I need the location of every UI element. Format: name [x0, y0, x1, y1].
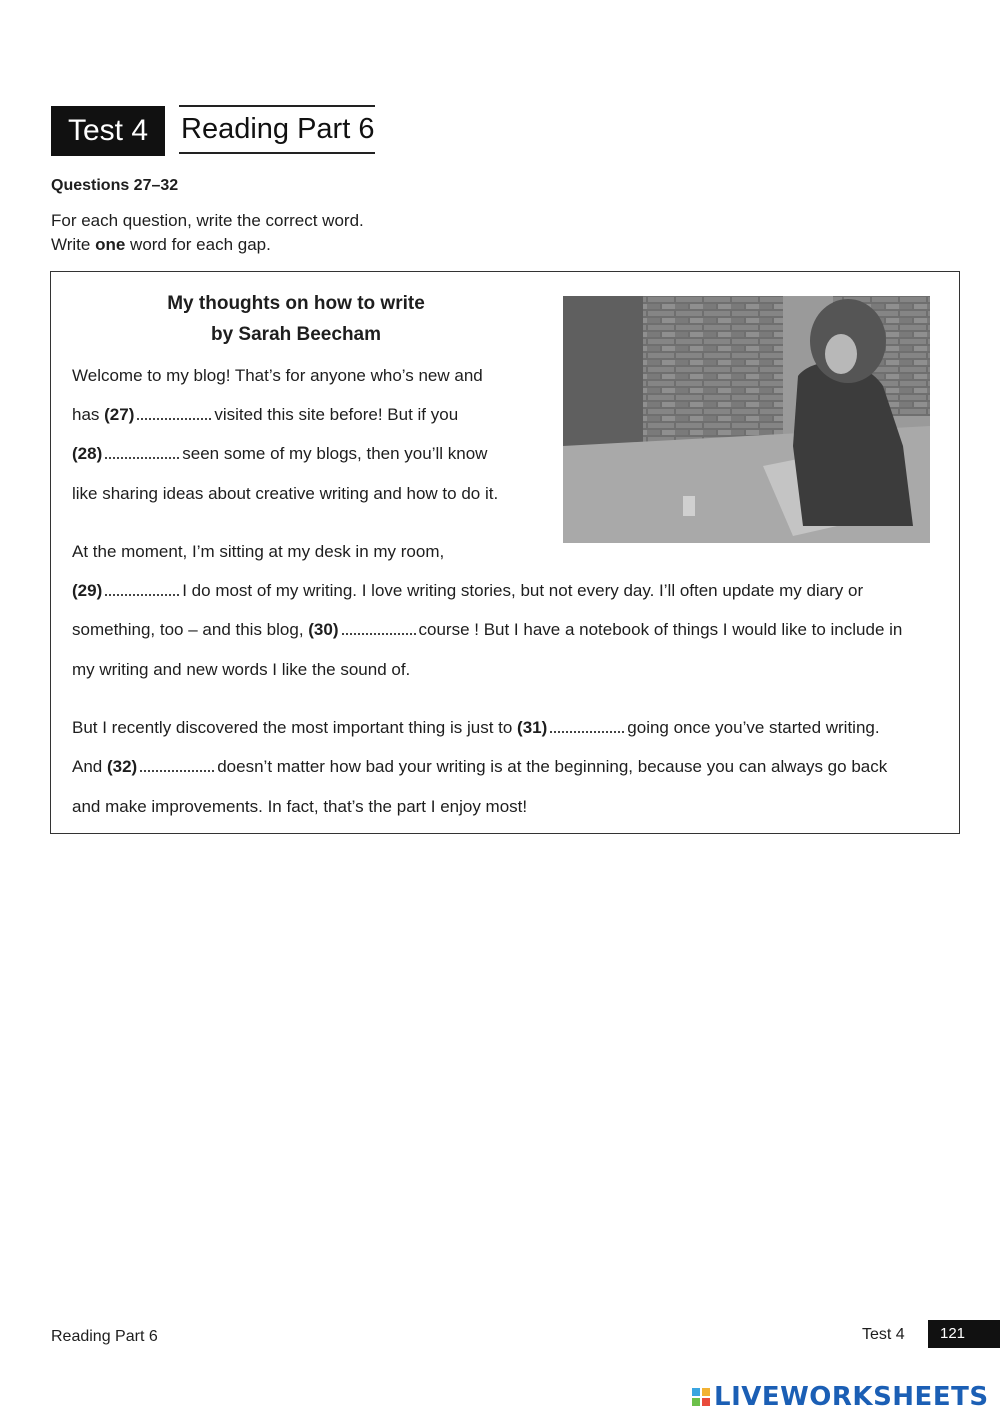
- blog-text: visited this site before! But if you: [214, 405, 459, 424]
- blog-line: like sharing ideas about creative writing and how to do it.: [72, 484, 499, 503]
- answer-gap-31[interactable]: [550, 720, 624, 733]
- logo-icon: [692, 1388, 710, 1406]
- blog-text: something, too – and this blog,: [72, 620, 309, 639]
- blog-text: seen some of my blogs, then you’ll know: [182, 444, 488, 463]
- question-number: (32): [106, 757, 138, 776]
- blog-line: [72, 580, 863, 602]
- instruction-text: word for each gap.: [125, 235, 271, 254]
- blog-line: At the moment, I’m sitting at my desk in my room,: [72, 542, 445, 561]
- test-label: Test 4: [51, 106, 165, 156]
- question-number: (30): [308, 620, 339, 639]
- blog-text: doesn’t matter how bad your writing is at the beginning, because you can always go back: [217, 757, 888, 776]
- questions-heading: Questions 27–32: [51, 177, 179, 194]
- question-number: (29): [72, 581, 103, 600]
- woman-at-laptop-image: [563, 296, 930, 543]
- instructions: [51, 209, 364, 257]
- part-title: Reading Part 6: [179, 105, 375, 154]
- blog-text: course ! But I have a notebook of things I would like to include in: [418, 620, 903, 639]
- answer-gap-30[interactable]: [342, 622, 416, 635]
- blog-text: I do most of my writing. I love writing stories, but not every day. I’ll often update my diary or: [182, 581, 864, 600]
- question-number: (28): [72, 444, 103, 463]
- instruction-line-1: For each question, write the correct word.: [51, 211, 364, 230]
- blog-author: by Sarah Beecham: [210, 324, 382, 345]
- logo-text: LIVEWORKSHEETS: [714, 1382, 989, 1412]
- blog-line: my writing and new words I like the sound of.: [72, 660, 411, 679]
- page-number: 121: [928, 1320, 1000, 1348]
- footer-section-label: Reading Part 6: [51, 1328, 158, 1345]
- blog-line: [72, 717, 880, 739]
- blog-text: going once you’ve started writing.: [627, 718, 880, 737]
- footer-test-label: Test 4: [862, 1326, 905, 1343]
- answer-gap-28[interactable]: [105, 446, 179, 459]
- answer-gap-29[interactable]: [105, 583, 179, 596]
- blog-text: And: [72, 757, 107, 776]
- blog-line: Welcome to my blog! That’s for anyone who’s new and: [72, 366, 483, 385]
- liveworksheets-logo: [692, 1382, 989, 1412]
- question-number: (27): [104, 405, 135, 424]
- instruction-text: Write: [51, 235, 96, 254]
- blog-line: and make improvements. In fact, that’s the part I enjoy most!: [72, 797, 528, 816]
- blog-text: But I recently discovered the most important thing is just to: [72, 718, 518, 737]
- blog-line: [72, 404, 458, 426]
- blog-text: has: [72, 405, 105, 424]
- question-number: (31): [517, 718, 548, 737]
- answer-gap-27[interactable]: [137, 407, 211, 420]
- answer-gap-32[interactable]: [140, 759, 214, 772]
- blog-photo: [563, 296, 930, 543]
- instruction-bold: one: [95, 235, 126, 254]
- blog-title: My thoughts on how to write: [167, 293, 425, 314]
- blog-line: [72, 619, 902, 641]
- instruction-line-2: [51, 233, 364, 257]
- blog-line: [72, 443, 487, 465]
- blog-line: [72, 756, 887, 778]
